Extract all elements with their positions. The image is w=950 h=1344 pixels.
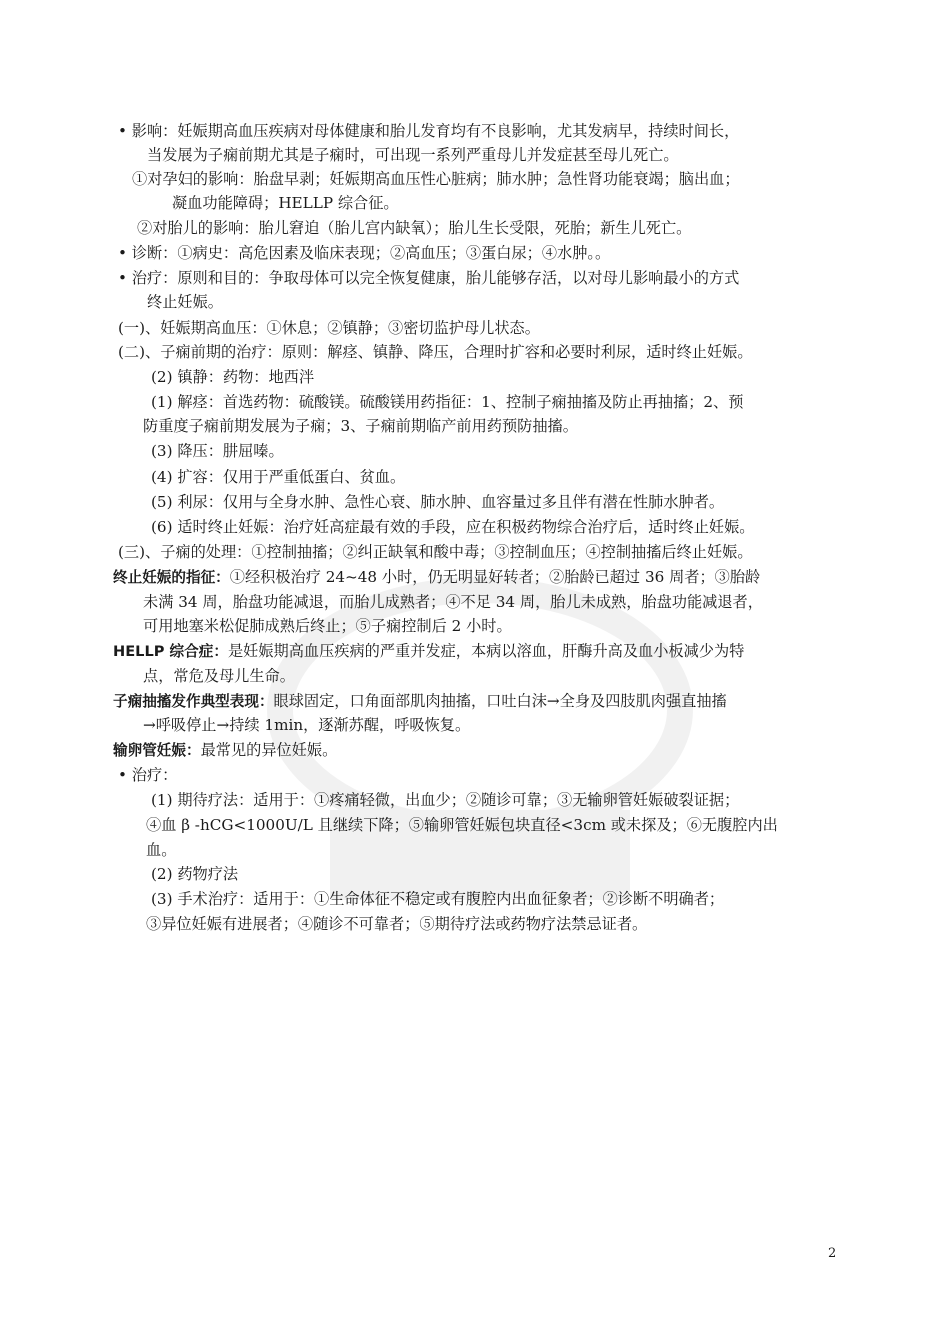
text-line: • 治疗：原则和目的：争取母体可以完全恢复健康，胎儿能够存活，以对母儿影响最小的方式 bbox=[118, 269, 740, 287]
text-line: (2) 镇静：药物：地西泮 bbox=[151, 368, 315, 386]
text-line: 点，常危及母儿生命。 bbox=[143, 667, 295, 685]
text-line: ④血 β -hCG<1000U/L 且继续下降；⑤输卵管妊娠包块直径<3cm 或未探及；⑥无腹腔内出 bbox=[146, 816, 778, 834]
text-line: →呼吸停止→持续 1min，逐渐苏醒，呼吸恢复。 bbox=[143, 716, 471, 734]
term-text: 最常见的异位妊娠。 bbox=[200, 741, 338, 759]
text-line: (5) 利尿：仅用与全身水肿、急性心衰、肺水肿、血容量过多且伴有潜在性肺水肿者。 bbox=[151, 493, 725, 511]
term-heading: HELLP 综合症： bbox=[113, 643, 228, 660]
text-line: ③异位妊娠有进展者；④随诊不可靠者；⑤期待疗法或药物疗法禁忌证者。 bbox=[146, 915, 648, 933]
text-line: ①对孕妇的影响：胎盘早剥；妊娠期高血压性心脏病；肺水肿；急性肾功能衰竭；脑出血； bbox=[132, 170, 740, 188]
page-number: 2 bbox=[828, 1246, 837, 1261]
text-line: (1) 解痉：首选药物：硫酸镁。硫酸镁用药指征：1、控制子痫抽搐及防止再抽搐；2、预 bbox=[151, 393, 744, 411]
text-line: 防重度子痫前期发展为子痫；3、子痫前期临产前用药预防抽搐。 bbox=[143, 417, 578, 435]
text-line bbox=[113, 639, 744, 664]
text-line: (4) 扩容：仅用于严重低蛋白、贫血。 bbox=[151, 468, 406, 486]
text-line bbox=[113, 689, 727, 714]
text-line: 未满 34 周，胎盘功能减退，而胎儿成熟者；④不足 34 周，胎儿未成熟，胎盘功能减退者， bbox=[143, 593, 763, 611]
term-text: 眼球固定，口角面部肌肉抽搐，口吐白沫→全身及四肢肌肉强直抽搐 bbox=[273, 692, 727, 710]
term-heading: 子痫抽搐发作典型表现： bbox=[113, 693, 274, 710]
text-line: • 诊断：①病史：高危因素及临床表现；②高血压；③蛋白尿；④水肿。。 bbox=[118, 244, 611, 262]
text-line: (1) 期待疗法：适用于：①疼痛轻微，出血少；②随诊可靠；③无输卵管妊娠破裂证据； bbox=[151, 791, 740, 809]
text-line: • 影响：妊娠期高血压疾病对母体健康和胎儿发育均有不良影响，尤其发病早，持续时间长， bbox=[118, 122, 740, 140]
text-line: (2) 药物疗法 bbox=[151, 865, 239, 883]
text-line bbox=[113, 565, 760, 590]
term-heading: 终止妊娠的指征： bbox=[113, 569, 230, 586]
text-line: (6) 适时终止妊娠：治疗妊高症最有效的手段，应在积极药物综合治疗后，适时终止妊娠。 bbox=[151, 518, 755, 536]
text-line: 终止妊娠。 bbox=[147, 293, 223, 311]
text-line: (3) 手术治疗：适用于：①生命体征不稳定或有腹腔内出血征象者；②诊断不明确者； bbox=[151, 890, 725, 908]
text-line: (一)、妊娠期高血压：①休息；②镇静；③密切监护母儿状态。 bbox=[118, 319, 540, 337]
term-text: 是妊娠期高血压疾病的严重并发症，本病以溶血，肝酶升高及血小板减少为特 bbox=[227, 642, 745, 660]
text-line: (3) 降压：肼屈嗪。 bbox=[151, 442, 284, 460]
text-line: 血。 bbox=[146, 841, 177, 859]
text-line: 可用地塞米松促肺成熟后终止；⑤子痫控制后 2 小时。 bbox=[143, 617, 512, 635]
text-line: (二)、子痫前期的治疗：原则：解痉、镇静、降压，合理时扩容和必要时利尿，适时终止妊娠。 bbox=[118, 343, 753, 361]
text-line: • 治疗： bbox=[118, 766, 178, 784]
term-heading: 输卵管妊娠： bbox=[113, 742, 201, 759]
text-line: 当发展为子痫前期尤其是子痫时，可出现一系列严重母儿并发症甚至母儿死亡。 bbox=[147, 146, 679, 164]
term-text: ①经积极治疗 24~48 小时，仍无明显好转者；②胎龄已超过 36 周者；③胎龄 bbox=[229, 568, 761, 586]
text-line: 凝血功能障碍；HELLP 综合征。 bbox=[172, 194, 399, 212]
text-line: (三)、子痫的处理：①控制抽搐；②纠正缺氧和酸中毒；③控制血压；④控制抽搐后终止妊娠。 bbox=[118, 543, 753, 561]
text-line bbox=[113, 738, 337, 763]
text-line: ②对胎儿的影响：胎儿窘迫（胎儿宫内缺氧）；胎儿生长受限，死胎；新生儿死亡。 bbox=[137, 219, 692, 237]
